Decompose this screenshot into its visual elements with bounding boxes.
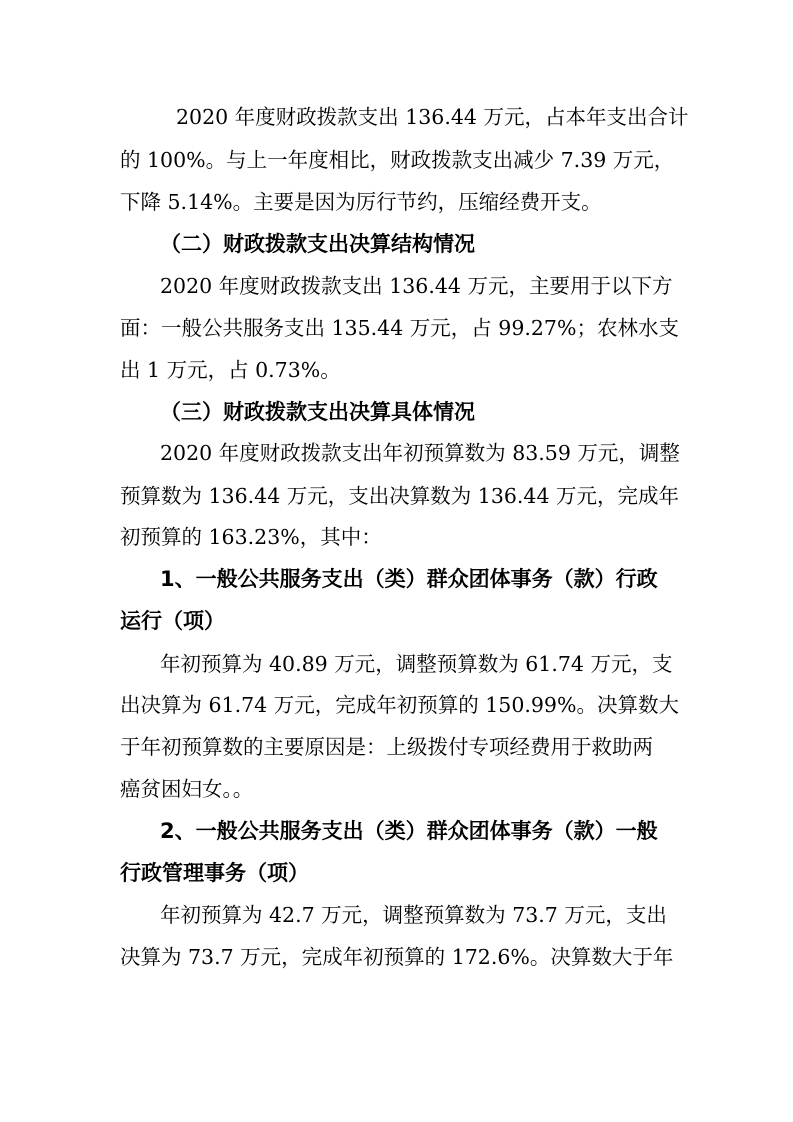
item-2-title-line-2: 行政管理事务（项） — [120, 861, 309, 885]
paragraph-3-line-2: 预算数为 136.44 万元，支出决算数为 136.44 万元，完成年 — [120, 484, 680, 508]
paragraph-2-line-1: 2020 年度财政拨款支出 136.44 万元，主要用于以下方 — [160, 274, 673, 298]
item-1-line-4: 癌贫困妇女。。 — [120, 777, 254, 801]
paragraph-1-line-2: 的 100%。与上一年度相比，财政拨款支出减少 7.39 万元， — [120, 148, 675, 172]
section-heading-2: （二）财政拨款支出决算结构情况 — [160, 232, 475, 256]
item-1-line-1: 年初预算为 40.89 万元，调整预算数为 61.74 万元，支 — [160, 652, 673, 676]
item-1-line-2: 出决算为 61.74 万元，完成年初预算的 150.99%。决算数大 — [120, 693, 679, 717]
item-2-title-line-1: 2、一般公共服务支出（类）群众团体事务（款）一般 — [160, 819, 658, 843]
item-2-line-2: 决算为 73.7 万元，完成年初预算的 172.6%。决算数大于年 — [120, 945, 674, 969]
item-1-title-line-2: 运行（项） — [120, 609, 225, 633]
item-1-title-line-1: 1、一般公共服务支出（类）群众团体事务（款）行政 — [160, 567, 658, 591]
paragraph-1-line-1: 2020 年度财政拨款支出 136.44 万元，占本年支出合计 — [176, 105, 689, 129]
paragraph-1-line-3: 下降 5.14%。主要是因为厉行节约，压缩经费开支。 — [120, 190, 602, 214]
section-heading-3: （三）财政拨款支出决算具体情况 — [160, 400, 475, 424]
paragraph-2-line-2: 面：一般公共服务支出 135.44 万元，占 99.27%；农林水支 — [120, 316, 679, 340]
paragraph-3-line-1: 2020 年度财政拨款支出年初预算数为 83.59 万元，调整 — [160, 441, 680, 465]
paragraph-2-line-3: 出 1 万元，占 0.73%。 — [120, 358, 341, 382]
paragraph-3-line-3: 初预算的 163.23%，其中： — [120, 525, 382, 549]
item-2-line-1: 年初预算为 42.7 万元，调整预算数为 73.7 万元，支出 — [160, 903, 667, 927]
item-1-line-3: 于年初预算数的主要原因是：上级拨付专项经费用于救助两 — [120, 735, 653, 759]
